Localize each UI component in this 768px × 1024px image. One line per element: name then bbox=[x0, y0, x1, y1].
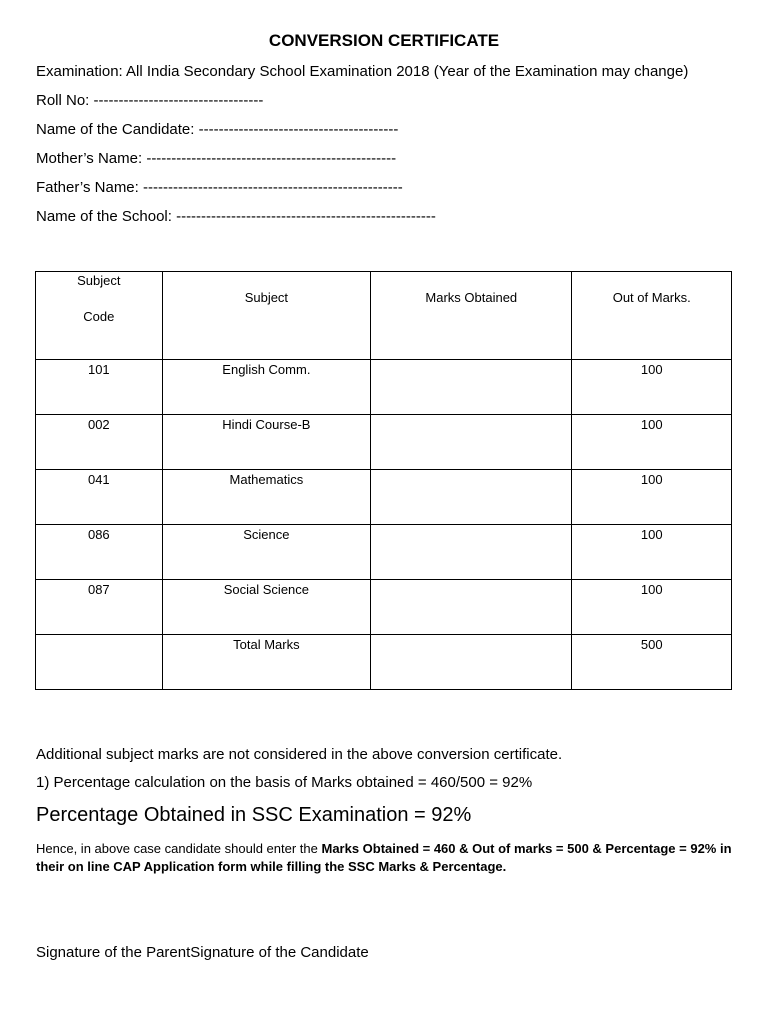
instruction-note bbox=[36, 840, 736, 876]
roll-no-field: Roll No: ---------------------------------- bbox=[36, 92, 264, 109]
subject-code-cell bbox=[36, 635, 163, 690]
signature-line: Signature of the ParentSignature of the Candidate bbox=[36, 944, 369, 961]
subject-code-cell: 101 bbox=[36, 360, 163, 415]
marks-obtained-cell bbox=[371, 415, 572, 470]
marks-obtained-cell bbox=[371, 580, 572, 635]
subject-name-cell: Mathematics bbox=[162, 470, 370, 525]
subject-code-cell: 041 bbox=[36, 470, 163, 525]
page-title: CONVERSION CERTIFICATE bbox=[268, 31, 500, 50]
candidate-name-field: Name of the Candidate: ---------------------------------------- bbox=[36, 121, 399, 138]
marks-table bbox=[35, 271, 732, 690]
percentage-heading: Percentage Obtained in SSC Examination = 92% bbox=[36, 804, 472, 826]
header-subject-code bbox=[36, 272, 163, 360]
table-row bbox=[36, 580, 732, 635]
header-subject: Subject bbox=[162, 272, 370, 360]
additional-note: Additional subject marks are not considered in the above conversion certificate. bbox=[36, 746, 563, 763]
header-marks-obtained: Marks Obtained bbox=[371, 272, 572, 360]
subject-name-cell: Science bbox=[162, 525, 370, 580]
out-of-marks-cell: 100 bbox=[572, 360, 732, 415]
total-out-of-cell: 500 bbox=[572, 635, 732, 690]
examination-line: Examination: All India Secondary School Examination 2018 (Year of the Examination may change) bbox=[36, 63, 689, 80]
marks-obtained-cell bbox=[371, 470, 572, 525]
header-out-of-marks: Out of Marks. bbox=[572, 272, 732, 360]
header-code-line1: Subject bbox=[77, 273, 121, 288]
marks-obtained-cell bbox=[371, 635, 572, 690]
total-label-cell: Total Marks bbox=[162, 635, 370, 690]
table-row bbox=[36, 525, 732, 580]
out-of-marks-cell: 100 bbox=[572, 525, 732, 580]
subject-name-cell: Social Science bbox=[162, 580, 370, 635]
header-code-line2: Code bbox=[83, 309, 115, 324]
instruction-prefix: Hence, in above case candidate should enter the bbox=[36, 841, 322, 856]
mother-name-field: Mother’s Name: -------------------------------------------------- bbox=[36, 150, 397, 167]
instruction-bold: Marks Obtained = 460 & Out of marks = 500 & Percentage = 92% in their on line CAP Application form while filling the SSC Marks & Percentage. bbox=[36, 841, 732, 874]
out-of-marks-cell: 100 bbox=[572, 470, 732, 525]
percentage-calculation: 1) Percentage calculation on the basis of Marks obtained = 460/500 = 92% bbox=[36, 774, 533, 791]
table-header-row bbox=[36, 272, 732, 360]
subject-code-cell: 087 bbox=[36, 580, 163, 635]
out-of-marks-cell: 100 bbox=[572, 580, 732, 635]
subject-code-cell: 086 bbox=[36, 525, 163, 580]
subject-code-cell: 002 bbox=[36, 415, 163, 470]
subject-name-cell: English Comm. bbox=[162, 360, 370, 415]
table-row bbox=[36, 360, 732, 415]
marks-obtained-cell bbox=[371, 360, 572, 415]
table-row bbox=[36, 415, 732, 470]
table-row bbox=[36, 470, 732, 525]
out-of-marks-cell: 100 bbox=[572, 415, 732, 470]
total-row bbox=[36, 635, 732, 690]
marks-obtained-cell bbox=[371, 525, 572, 580]
school-name-field: Name of the School: ---------------------------------------------------- bbox=[36, 208, 436, 225]
father-name-field: Father’s Name: ---------------------------------------------------- bbox=[36, 179, 403, 196]
subject-name-cell: Hindi Course-B bbox=[162, 415, 370, 470]
